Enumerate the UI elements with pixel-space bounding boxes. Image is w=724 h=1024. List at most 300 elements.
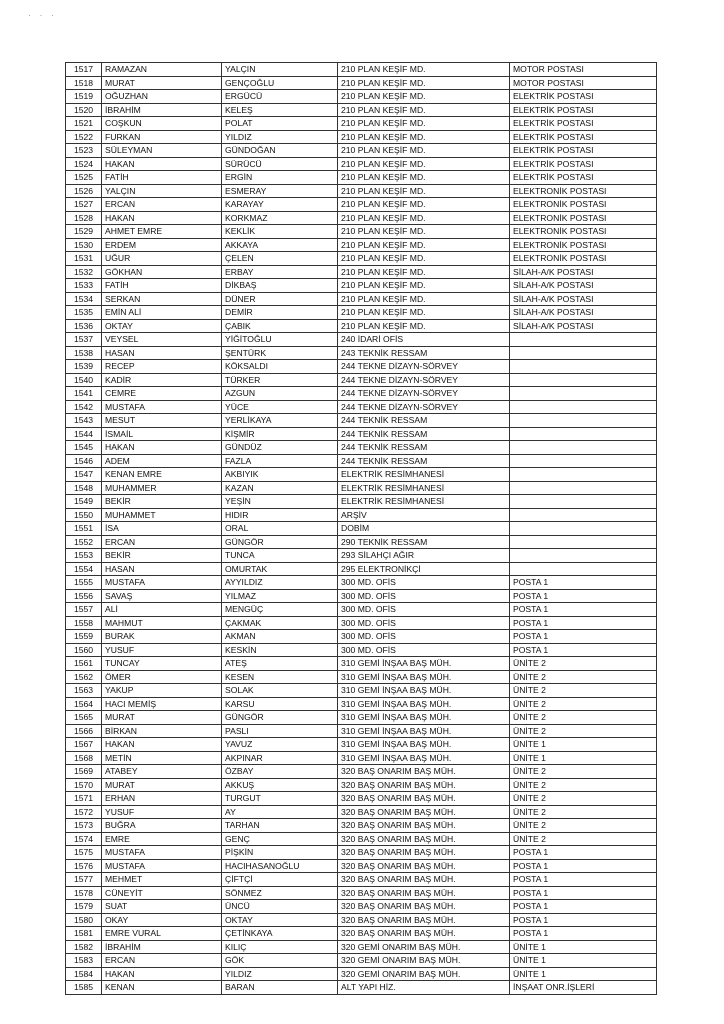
department-cell: ALT YAPI HİZ. [338, 981, 510, 995]
first-name-cell: MURAT [102, 711, 222, 725]
last-name-cell: YERLİKAYA [222, 414, 338, 428]
row-number-cell: 1573 [66, 819, 102, 833]
row-number-cell: 1533 [66, 279, 102, 293]
last-name-cell: AZGUN [222, 387, 338, 401]
post-cell [510, 562, 657, 576]
department-cell: 320 BAŞ ONARIM BAŞ MÜH. [338, 778, 510, 792]
post-cell: ÜNİTE 2 [510, 819, 657, 833]
table-row [66, 562, 657, 576]
row-number-cell: 1566 [66, 724, 102, 738]
last-name-cell: YILMAZ [222, 589, 338, 603]
last-name-cell: AKKAYA [222, 238, 338, 252]
row-number-cell: 1570 [66, 778, 102, 792]
last-name-cell: TARHAN [222, 819, 338, 833]
department-cell: 210 PLAN KEŞİF MD. [338, 171, 510, 185]
department-cell: 310 GEMİ İNŞAA BAŞ MÜH. [338, 657, 510, 671]
post-cell: ÜNİTE 2 [510, 792, 657, 806]
row-number-cell: 1537 [66, 333, 102, 347]
department-cell: 210 PLAN KEŞİF MD. [338, 252, 510, 266]
department-cell: 300 MD. OFİS [338, 589, 510, 603]
table-row [66, 468, 657, 482]
first-name-cell: COŞKUN [102, 117, 222, 131]
post-cell [510, 346, 657, 360]
last-name-cell: ŞENTÜRK [222, 346, 338, 360]
department-cell: 210 PLAN KEŞİF MD. [338, 130, 510, 144]
department-cell: 210 PLAN KEŞİF MD. [338, 184, 510, 198]
post-cell [510, 454, 657, 468]
department-cell: 320 BAŞ ONARIM BAŞ MÜH. [338, 913, 510, 927]
first-name-cell: HACI MEMİŞ [102, 697, 222, 711]
last-name-cell: GÜNGÖR [222, 535, 338, 549]
post-cell: POSTA 1 [510, 913, 657, 927]
table-row [66, 306, 657, 320]
row-number-cell: 1582 [66, 940, 102, 954]
row-number-cell: 1565 [66, 711, 102, 725]
post-cell [510, 495, 657, 509]
row-number-cell: 1581 [66, 927, 102, 941]
department-cell: 243 TEKNİK RESSAM [338, 346, 510, 360]
post-cell: ELEKTRİK POSTASI [510, 144, 657, 158]
department-cell: ELEKTRİK RESİMHANESİ [338, 495, 510, 509]
department-cell: 244 TEKNİK RESSAM [338, 454, 510, 468]
last-name-cell: PASLI [222, 724, 338, 738]
post-cell [510, 522, 657, 536]
first-name-cell: YAKUP [102, 684, 222, 698]
row-number-cell: 1527 [66, 198, 102, 212]
first-name-cell: MESUT [102, 414, 222, 428]
department-cell: 290 TEKNİK RESSAM [338, 535, 510, 549]
row-number-cell: 1575 [66, 846, 102, 860]
department-cell: DOBİM [338, 522, 510, 536]
first-name-cell: YUSUF [102, 805, 222, 819]
row-number-cell: 1555 [66, 576, 102, 590]
department-cell: 210 PLAN KEŞİF MD. [338, 238, 510, 252]
last-name-cell: ÇELEN [222, 252, 338, 266]
post-cell [510, 441, 657, 455]
row-number-cell: 1568 [66, 751, 102, 765]
table-row [66, 522, 657, 536]
last-name-cell: KİŞMİR [222, 427, 338, 441]
post-cell: ELEKTRONİK POSTASI [510, 211, 657, 225]
row-number-cell: 1585 [66, 981, 102, 995]
table-row [66, 684, 657, 698]
post-cell: ÜNİTE 2 [510, 765, 657, 779]
first-name-cell: METİN [102, 751, 222, 765]
last-name-cell: YİĞİTOĞLU [222, 333, 338, 347]
last-name-cell: KILIÇ [222, 940, 338, 954]
row-number-cell: 1569 [66, 765, 102, 779]
post-cell: POSTA 1 [510, 846, 657, 860]
first-name-cell: HASAN [102, 562, 222, 576]
post-cell: ELEKTRİK POSTASI [510, 103, 657, 117]
post-cell: MOTOR POSTASI [510, 63, 657, 77]
table-row [66, 441, 657, 455]
post-cell: ÜNİTE 2 [510, 670, 657, 684]
department-cell: 300 MD. OFİS [338, 643, 510, 657]
first-name-cell: ÖMER [102, 670, 222, 684]
last-name-cell: AKKUŞ [222, 778, 338, 792]
post-cell: POSTA 1 [510, 630, 657, 644]
post-cell [510, 360, 657, 374]
post-cell: POSTA 1 [510, 643, 657, 657]
last-name-cell: AY [222, 805, 338, 819]
table-row [66, 697, 657, 711]
department-cell: 244 TEKNİK RESSAM [338, 441, 510, 455]
table-row [66, 630, 657, 644]
post-cell: POSTA 1 [510, 589, 657, 603]
table-row [66, 157, 657, 171]
row-number-cell: 1561 [66, 657, 102, 671]
post-cell: ÜNİTE 2 [510, 778, 657, 792]
table-row [66, 711, 657, 725]
table-row [66, 900, 657, 914]
row-number-cell: 1564 [66, 697, 102, 711]
first-name-cell: KENAN [102, 981, 222, 995]
post-cell: SİLAH-A/K POSTASI [510, 279, 657, 293]
last-name-cell: ÇABIK [222, 319, 338, 333]
first-name-cell: BURAK [102, 630, 222, 644]
row-number-cell: 1525 [66, 171, 102, 185]
table-row [66, 549, 657, 563]
department-cell: 244 TEKNE DİZAYN-SÖRVEY [338, 387, 510, 401]
table-row [66, 535, 657, 549]
department-cell: 210 PLAN KEŞİF MD. [338, 157, 510, 171]
last-name-cell: GENÇOĞLU [222, 76, 338, 90]
row-number-cell: 1532 [66, 265, 102, 279]
first-name-cell: ERHAN [102, 792, 222, 806]
table-row [66, 859, 657, 873]
row-number-cell: 1529 [66, 225, 102, 239]
post-cell: ÜNİTE 2 [510, 711, 657, 725]
post-cell: ELEKTRONİK POSTASI [510, 184, 657, 198]
department-cell: ELEKTRİK RESİMHANESİ [338, 468, 510, 482]
department-cell: 210 PLAN KEŞİF MD. [338, 63, 510, 77]
last-name-cell: MENGÜÇ [222, 603, 338, 617]
department-cell: 320 BAŞ ONARIM BAŞ MÜH. [338, 792, 510, 806]
post-cell [510, 481, 657, 495]
first-name-cell: SAVAŞ [102, 589, 222, 603]
first-name-cell: ADEM [102, 454, 222, 468]
table-row [66, 76, 657, 90]
first-name-cell: MURAT [102, 778, 222, 792]
last-name-cell: FAZLA [222, 454, 338, 468]
first-name-cell: MUSTAFA [102, 859, 222, 873]
row-number-cell: 1522 [66, 130, 102, 144]
first-name-cell: HAKAN [102, 967, 222, 981]
table-row [66, 832, 657, 846]
first-name-cell: SÜLEYMAN [102, 144, 222, 158]
last-name-cell: AYYILDIZ [222, 576, 338, 590]
department-cell: 295 ELEKTRONİKÇİ [338, 562, 510, 576]
post-cell: ELEKTRİK POSTASI [510, 90, 657, 104]
first-name-cell: SERKAN [102, 292, 222, 306]
row-number-cell: 1562 [66, 670, 102, 684]
post-cell: POSTA 1 [510, 886, 657, 900]
table-row [66, 198, 657, 212]
row-number-cell: 1567 [66, 738, 102, 752]
first-name-cell: KENAN EMRE [102, 468, 222, 482]
department-cell: 300 MD. OFİS [338, 630, 510, 644]
first-name-cell: MUHAMMET [102, 508, 222, 522]
row-number-cell: 1563 [66, 684, 102, 698]
department-cell: 320 BAŞ ONARIM BAŞ MÜH. [338, 900, 510, 914]
table-row [66, 589, 657, 603]
department-cell: 210 PLAN KEŞİF MD. [338, 225, 510, 239]
first-name-cell: FATİH [102, 171, 222, 185]
last-name-cell: KESKİN [222, 643, 338, 657]
table-row [66, 954, 657, 968]
row-number-cell: 1558 [66, 616, 102, 630]
table-row [66, 913, 657, 927]
table-row [66, 751, 657, 765]
last-name-cell: TURGUT [222, 792, 338, 806]
last-name-cell: DÜNER [222, 292, 338, 306]
table-row [66, 360, 657, 374]
department-cell: 210 PLAN KEŞİF MD. [338, 117, 510, 131]
last-name-cell: OMURTAK [222, 562, 338, 576]
table-row [66, 184, 657, 198]
row-number-cell: 1541 [66, 387, 102, 401]
post-cell: ÜNİTE 2 [510, 832, 657, 846]
table-row [66, 319, 657, 333]
first-name-cell: OĞUZHAN [102, 90, 222, 104]
table-row [66, 211, 657, 225]
post-cell: SİLAH-A/K POSTASI [510, 306, 657, 320]
personnel-table [65, 62, 657, 995]
department-cell: 320 BAŞ ONARIM BAŞ MÜH. [338, 859, 510, 873]
last-name-cell: ERBAY [222, 265, 338, 279]
department-cell: 210 PLAN KEŞİF MD. [338, 319, 510, 333]
table-row [66, 886, 657, 900]
first-name-cell: GÖKHAN [102, 265, 222, 279]
first-name-cell: ERDEM [102, 238, 222, 252]
post-cell: SİLAH-A/K POSTASI [510, 292, 657, 306]
first-name-cell: CÜNEYİT [102, 886, 222, 900]
post-cell: ELEKTRONİK POSTASI [510, 252, 657, 266]
row-number-cell: 1557 [66, 603, 102, 617]
first-name-cell: YUSUF [102, 643, 222, 657]
table-row [66, 967, 657, 981]
table-row [66, 940, 657, 954]
department-cell: 210 PLAN KEŞİF MD. [338, 144, 510, 158]
row-number-cell: 1521 [66, 117, 102, 131]
department-cell: 320 BAŞ ONARIM BAŞ MÜH. [338, 873, 510, 887]
last-name-cell: AKMAN [222, 630, 338, 644]
last-name-cell: GÜNDÜZ [222, 441, 338, 455]
department-cell: 210 PLAN KEŞİF MD. [338, 76, 510, 90]
first-name-cell: RAMAZAN [102, 63, 222, 77]
department-cell: 310 GEMİ İNŞAA BAŞ MÜH. [338, 684, 510, 698]
row-number-cell: 1526 [66, 184, 102, 198]
last-name-cell: ESMERAY [222, 184, 338, 198]
department-cell: 320 BAŞ ONARIM BAŞ MÜH. [338, 886, 510, 900]
table-row [66, 292, 657, 306]
post-cell: SİLAH-A/K POSTASI [510, 319, 657, 333]
post-cell: ELEKTRİK POSTASI [510, 157, 657, 171]
department-cell: 244 TEKNE DİZAYN-SÖRVEY [338, 360, 510, 374]
first-name-cell: BUĞRA [102, 819, 222, 833]
first-name-cell: EMRE VURAL [102, 927, 222, 941]
first-name-cell: EMRE [102, 832, 222, 846]
first-name-cell: HAKAN [102, 441, 222, 455]
department-cell: 320 BAŞ ONARIM BAŞ MÜH. [338, 819, 510, 833]
first-name-cell: HAKAN [102, 738, 222, 752]
table-row [66, 90, 657, 104]
last-name-cell: AKPINAR [222, 751, 338, 765]
last-name-cell: YILDIZ [222, 130, 338, 144]
row-number-cell: 1576 [66, 859, 102, 873]
last-name-cell: SOLAK [222, 684, 338, 698]
first-name-cell: SUAT [102, 900, 222, 914]
first-name-cell: HAKAN [102, 211, 222, 225]
personnel-table-body [66, 63, 657, 995]
department-cell: 244 TEKNE DİZAYN-SÖRVEY [338, 400, 510, 414]
department-cell: 300 MD. OFİS [338, 616, 510, 630]
post-cell: ELEKTRONİK POSTASI [510, 198, 657, 212]
row-number-cell: 1539 [66, 360, 102, 374]
post-cell [510, 535, 657, 549]
last-name-cell: DEMİR [222, 306, 338, 320]
row-number-cell: 1556 [66, 589, 102, 603]
row-number-cell: 1559 [66, 630, 102, 644]
row-number-cell: 1531 [66, 252, 102, 266]
table-row [66, 400, 657, 414]
first-name-cell: MURAT [102, 76, 222, 90]
last-name-cell: KAZAN [222, 481, 338, 495]
post-cell: ÜNİTE 1 [510, 967, 657, 981]
first-name-cell: ERCAN [102, 198, 222, 212]
first-name-cell: ALİ [102, 603, 222, 617]
row-number-cell: 1518 [66, 76, 102, 90]
department-cell: 210 PLAN KEŞİF MD. [338, 211, 510, 225]
last-name-cell: GENÇ [222, 832, 338, 846]
first-name-cell: HAKAN [102, 157, 222, 171]
post-cell [510, 414, 657, 428]
post-cell: ELEKTRİK POSTASI [510, 171, 657, 185]
row-number-cell: 1571 [66, 792, 102, 806]
department-cell: 310 GEMİ İNŞAA BAŞ MÜH. [338, 670, 510, 684]
department-cell: 310 GEMİ İNŞAA BAŞ MÜH. [338, 738, 510, 752]
table-row [66, 927, 657, 941]
last-name-cell: KELEŞ [222, 103, 338, 117]
last-name-cell: POLAT [222, 117, 338, 131]
row-number-cell: 1560 [66, 643, 102, 657]
post-cell: POSTA 1 [510, 900, 657, 914]
row-number-cell: 1553 [66, 549, 102, 563]
row-number-cell: 1579 [66, 900, 102, 914]
department-cell: 320 BAŞ ONARIM BAŞ MÜH. [338, 846, 510, 860]
post-cell: ELEKTRİK POSTASI [510, 130, 657, 144]
first-name-cell: MUSTAFA [102, 576, 222, 590]
post-cell: POSTA 1 [510, 873, 657, 887]
last-name-cell: ORAL [222, 522, 338, 536]
table-row [66, 279, 657, 293]
row-number-cell: 1528 [66, 211, 102, 225]
post-cell [510, 427, 657, 441]
table-row [66, 171, 657, 185]
row-number-cell: 1545 [66, 441, 102, 455]
table-row [66, 738, 657, 752]
post-cell: POSTA 1 [510, 859, 657, 873]
post-cell: İNŞAAT ONR.İŞLERİ [510, 981, 657, 995]
last-name-cell: GÜNGÖR [222, 711, 338, 725]
row-number-cell: 1583 [66, 954, 102, 968]
table-row [66, 252, 657, 266]
post-cell: ELEKTRONİK POSTASI [510, 225, 657, 239]
first-name-cell: MUHAMMER [102, 481, 222, 495]
last-name-cell: OKTAY [222, 913, 338, 927]
post-cell: ELEKTRİK POSTASI [510, 117, 657, 131]
last-name-cell: ÇİFTÇİ [222, 873, 338, 887]
department-cell: 320 BAŞ ONARIM BAŞ MÜH. [338, 832, 510, 846]
last-name-cell: GÖK [222, 954, 338, 968]
table-row [66, 373, 657, 387]
row-number-cell: 1538 [66, 346, 102, 360]
row-number-cell: 1542 [66, 400, 102, 414]
first-name-cell: ERCAN [102, 535, 222, 549]
table-row [66, 117, 657, 131]
post-cell [510, 400, 657, 414]
last-name-cell: YEŞİN [222, 495, 338, 509]
row-number-cell: 1536 [66, 319, 102, 333]
last-name-cell: TÜRKER [222, 373, 338, 387]
table-row [66, 792, 657, 806]
row-number-cell: 1552 [66, 535, 102, 549]
first-name-cell: CEMRE [102, 387, 222, 401]
department-cell: 210 PLAN KEŞİF MD. [338, 198, 510, 212]
department-cell: 310 GEMİ İNŞAA BAŞ MÜH. [338, 751, 510, 765]
row-number-cell: 1544 [66, 427, 102, 441]
table-row [66, 657, 657, 671]
row-number-cell: 1572 [66, 805, 102, 819]
post-cell: SİLAH-A/K POSTASI [510, 265, 657, 279]
row-number-cell: 1578 [66, 886, 102, 900]
department-cell: 210 PLAN KEŞİF MD. [338, 279, 510, 293]
last-name-cell: AKBIYIK [222, 468, 338, 482]
table-row [66, 63, 657, 77]
department-cell: 240 İDARİ OFİS [338, 333, 510, 347]
department-cell: 320 BAŞ ONARIM BAŞ MÜH. [338, 805, 510, 819]
first-name-cell: İSA [102, 522, 222, 536]
post-cell [510, 387, 657, 401]
first-name-cell: MAHMUT [102, 616, 222, 630]
post-cell: ÜNİTE 1 [510, 940, 657, 954]
department-cell: 320 GEMİ ONARIM BAŞ MÜH. [338, 967, 510, 981]
last-name-cell: ÇAKMAK [222, 616, 338, 630]
last-name-cell: SÖNMEZ [222, 886, 338, 900]
department-cell: 320 GEMİ ONARIM BAŞ MÜH. [338, 954, 510, 968]
row-number-cell: 1530 [66, 238, 102, 252]
first-name-cell: ATABEY [102, 765, 222, 779]
post-cell: MOTOR POSTASI [510, 76, 657, 90]
table-row [66, 616, 657, 630]
first-name-cell: FATİH [102, 279, 222, 293]
table-row [66, 643, 657, 657]
department-cell: 300 MD. OFİS [338, 603, 510, 617]
first-name-cell: KADİR [102, 373, 222, 387]
first-name-cell: BEKİR [102, 495, 222, 509]
last-name-cell: YILDIZ [222, 967, 338, 981]
post-cell [510, 508, 657, 522]
last-name-cell: ÜNCÜ [222, 900, 338, 914]
row-number-cell: 1549 [66, 495, 102, 509]
department-cell: 300 MD. OFİS [338, 576, 510, 590]
last-name-cell: YAVUZ [222, 738, 338, 752]
post-cell: ÜNİTE 2 [510, 697, 657, 711]
table-row [66, 387, 657, 401]
department-cell: 244 TEKNİK RESSAM [338, 427, 510, 441]
department-cell: 210 PLAN KEŞİF MD. [338, 265, 510, 279]
